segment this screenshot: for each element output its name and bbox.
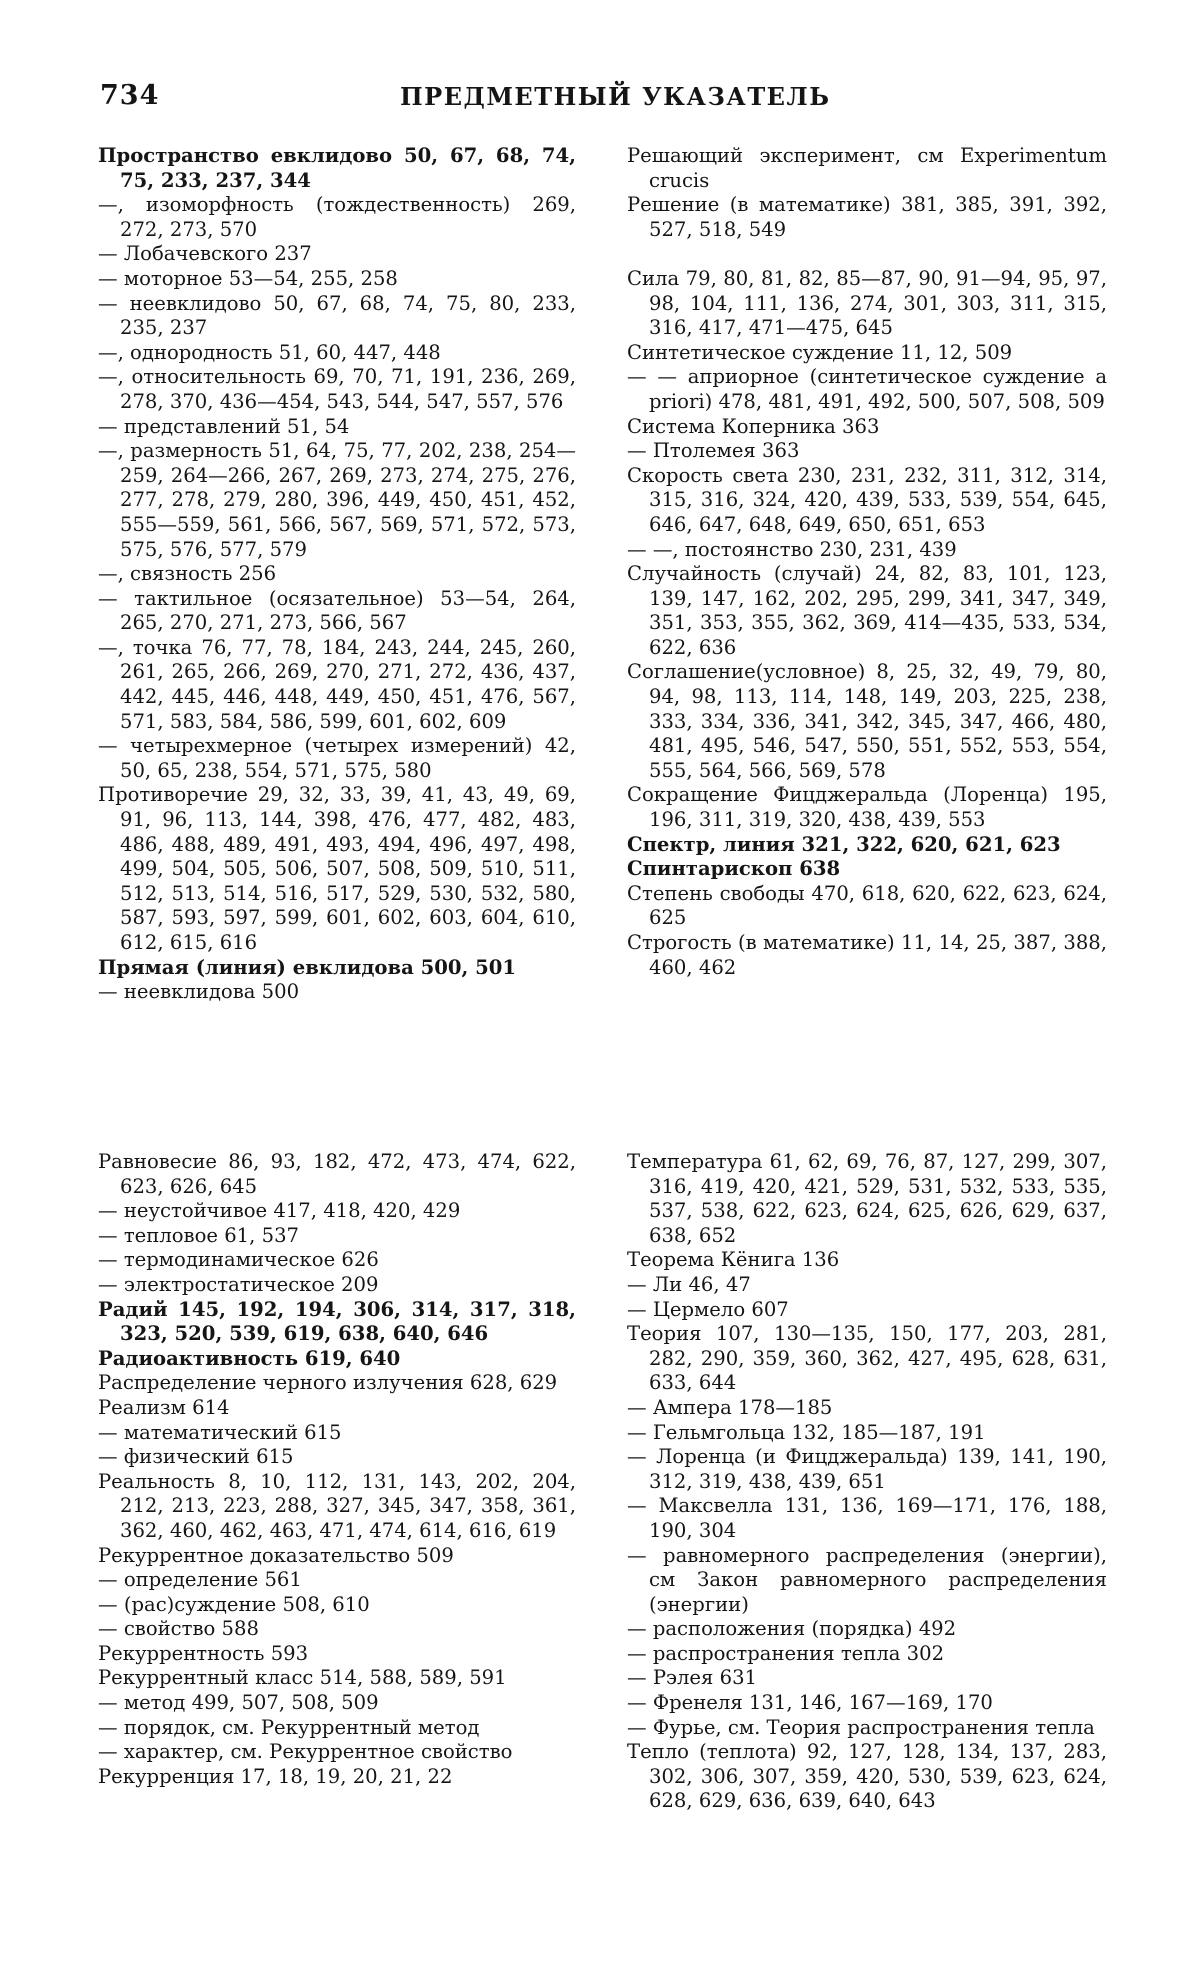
index-entry: Сила 79, 80, 81, 82, 85—87, 90, 91—94, 95, 97, 98, 104, 111, 136, 274, 301, 303, 311, 315, 316, 417, 471—475, 645 [627, 266, 1107, 340]
index-column-left-bottom [98, 1150, 576, 1789]
index-entry: — тепловое 61, 537 [98, 1223, 299, 1247]
index-entry: —, изоморфность (тождественность) 269, 272, 273, 570 [98, 193, 576, 241]
running-title: ПРЕДМЕТНЫЙ УКАЗАТЕЛЬ [400, 82, 831, 111]
index-column-right-top [627, 144, 1107, 980]
index-entry: — Лобачевского 237 [98, 242, 312, 266]
index-column-right-bottom [627, 1150, 1107, 1814]
index-entry: — определение 561 [98, 1568, 302, 1592]
index-entry: Распределение черного излучения 628, 629 [98, 1371, 558, 1395]
index-entry: Случайность (случай) 24, 82, 83, 101, 123, 139, 147, 162, 202, 295, 299, 341, 347, 349, 351, 353, 355, 362, 369, 414—435, 533, 534, 622, 636 [627, 562, 1107, 659]
index-entry: — Максвелла 131, 136, 169—171, 176, 188, 190, 304 [627, 1494, 1107, 1542]
index-entry: — Ли 46, 47 [627, 1272, 751, 1296]
index-entry: — математический 615 [98, 1420, 342, 1444]
index-entry: — представлений 51, 54 [98, 414, 350, 438]
index-entry: — неевклидова 500 [98, 980, 300, 1004]
index-entry: — Гельмгольца 132, 185—187, 191 [627, 1420, 986, 1444]
index-entry: Соглашение(условное) 8, 25, 32, 49, 79, 80, 94, 98, 113, 114, 148, 149, 203, 225, 238, 333, 334, 336, 341, 342, 345, 347, 466, 480, 481, 495, 546, 547, 550, 551, 552, 553, 554, 555, 564, 566, 569, 578 [627, 660, 1107, 782]
index-entry: Решение (в математике) 381, 385, 391, 392, 527, 518, 549 [627, 193, 1107, 241]
index-entry: Реальность 8, 10, 112, 131, 143, 202, 204, 212, 213, 223, 288, 327, 345, 347, 358, 361, 362, 460, 462, 463, 471, 474, 614, 616, 619 [98, 1469, 576, 1542]
index-entry: — порядок, см. Рекуррентный метод [98, 1715, 480, 1739]
index-entry: Температура 61, 62, 69, 76, 87, 127, 299, 307, 316, 419, 420, 421, 529, 531, 532, 533, 535, 537, 538, 622, 623, 624, 625, 626, 629, 637, 638, 652 [627, 1150, 1107, 1247]
index-entry: — характер, см. Рекуррентное свойство [98, 1740, 513, 1764]
index-entry: — термодинамическое 626 [98, 1248, 379, 1272]
index-entry: —, размерность 51, 64, 75, 77, 202, 238, 254—259, 264—266, 267, 269, 273, 274, 275, 276, 277, 278, 279, 280, 396, 449, 450, 451, 452, 555—559, 561, 566, 567, 569, 571, 572, 573, 575, 576, 577, 579 [98, 439, 576, 561]
index-column-left-top [98, 144, 576, 1005]
index-entry: Пространство евклидово 50, 67, 68, 74, 75, 233, 237, 344 [98, 144, 576, 192]
index-entry: Синтетическое суждение 11, 12, 509 [627, 340, 1013, 364]
index-entry: Сокращение Фицджеральда (Лоренца) 195, 196, 311, 319, 320, 438, 439, 553 [627, 783, 1107, 832]
index-entry: — —, постоянство 230, 231, 439 [627, 537, 957, 561]
index-entry: —, связность 256 [98, 562, 277, 586]
index-entry: Рекуррентность 593 [98, 1641, 309, 1665]
index-entry: Теорема Кёнига 136 [627, 1248, 840, 1272]
index-entry: Прямая (линия) евклидова 500, 501 [98, 955, 517, 979]
index-entry: — неевклидово 50, 67, 68, 74, 75, 80, 233, 235, 237 [98, 291, 576, 340]
index-entry: —, точка 76, 77, 78, 184, 243, 244, 245, 260, 261, 265, 266, 269, 270, 271, 272, 436, 437, 442, 445, 446, 448, 449, 450, 451, 476, 567, 571, 583, 584, 586, 599, 601, 602, 609 [98, 635, 576, 733]
page-header [100, 80, 1100, 116]
index-entry: — неустойчивое 417, 418, 420, 429 [98, 1199, 461, 1223]
index-entry: Строгость (в математике) 11, 14, 25, 387, 388, 460, 462 [627, 931, 1107, 979]
index-entry: Радиоактивность 619, 640 [98, 1346, 401, 1370]
index-entry: Равновесие 86, 93, 182, 472, 473, 474, 622, 623, 626, 645 [98, 1150, 576, 1198]
index-entry: — Лоренца (и Фицджеральда) 139, 141, 190, 312, 319, 438, 439, 651 [627, 1445, 1107, 1493]
index-entry: Теория 107, 130—135, 150, 177, 203, 281, 282, 290, 359, 360, 362, 427, 495, 628, 631, 633, 644 [627, 1322, 1107, 1395]
index-entry: Рекурренция 17, 18, 19, 20, 21, 22 [98, 1764, 453, 1788]
index-entry: Система Коперника 363 [627, 414, 880, 438]
index-entry: —, однородность 51, 60, 447, 448 [98, 340, 441, 364]
index-entry: — — априорное (синтетическое суждение a priori) 478, 481, 491, 492, 500, 507, 508, 509 [627, 365, 1107, 413]
index-entry: — Птолемея 363 [627, 439, 800, 463]
index-entry: — Рэлея 631 [627, 1666, 758, 1690]
index-entry: — расположения (порядка) 492 [627, 1617, 957, 1641]
index-entry: — Цермело 607 [627, 1297, 789, 1321]
index-entry: — Фурье, см. Теория распространения тепла [627, 1715, 1095, 1739]
index-entry: — электростатическое 209 [98, 1272, 379, 1296]
index-entry: Рекуррентный класс 514, 588, 589, 591 [98, 1666, 507, 1690]
index-entry: — четырехмерное (четырех измерений) 42, 50, 65, 238, 554, 571, 575, 580 [98, 734, 576, 782]
index-entry: Тепло (теплота) 92, 127, 128, 134, 137, 283, 302, 306, 307, 359, 420, 530, 539, 623, 624, 628, 629, 636, 639, 640, 643 [627, 1740, 1107, 1813]
index-entry: — моторное 53—54, 255, 258 [98, 266, 398, 290]
index-entry: Спектр, линия 321, 322, 620, 621, 623 [627, 832, 1061, 856]
index-entry: — (рас)суждение 508, 610 [98, 1592, 370, 1616]
index-entry: — свойство 588 [98, 1617, 259, 1641]
index-entry: — тактильное (осязательное) 53—54, 264, 265, 270, 271, 273, 566, 567 [98, 586, 576, 635]
index-entry: Степень свободы 470, 618, 620, 622, 623, 624, 625 [627, 881, 1107, 930]
index-entry: — Ампера 178—185 [627, 1395, 833, 1419]
index-entry: — метод 499, 507, 508, 509 [98, 1691, 379, 1715]
index-entry: — физический 615 [98, 1445, 294, 1469]
index-entry: Радий 145, 192, 194, 306, 314, 317, 318, 323, 520, 539, 619, 638, 640, 646 [98, 1297, 576, 1346]
index-entry: Решающий эксперимент, см Experimentum crucis [627, 144, 1107, 192]
index-entry: — распространения тепла 302 [627, 1641, 945, 1665]
index-entry: Рекуррентное доказательство 509 [98, 1543, 454, 1567]
index-entry: — равномерного распределения (энергии), см Закон равномерного распределения (энергии) [627, 1543, 1107, 1616]
index-entry: Противоречие 29, 32, 33, 39, 41, 43, 49, 69, 91, 96, 113, 144, 398, 476, 477, 482, 483, 486, 488, 489, 491, 493, 494, 496, 497, 498, 499, 504, 505, 506, 507, 508, 509, 510, 511, 512, 513, 514, 516, 517, 529, 530, 532, 580, 587, 593, 597, 599, 601, 602, 603, 604, 610, 612, 615, 616 [98, 783, 576, 954]
index-entry: — Френеля 131, 146, 167—169, 170 [627, 1691, 993, 1715]
page-number: 734 [100, 80, 160, 111]
index-entry [627, 242, 1107, 267]
index-entry: —, относительность 69, 70, 71, 191, 236, 269, 278, 370, 436—454, 543, 544, 547, 557, 576 [98, 365, 576, 413]
index-entry: Скорость света 230, 231, 232, 311, 312, 314, 315, 316, 324, 420, 439, 533, 539, 554, 645, 646, 647, 648, 649, 650, 651, 653 [627, 463, 1107, 536]
index-entry: Реализм 614 [98, 1395, 230, 1419]
index-entry: Спинтарископ 638 [627, 857, 841, 881]
